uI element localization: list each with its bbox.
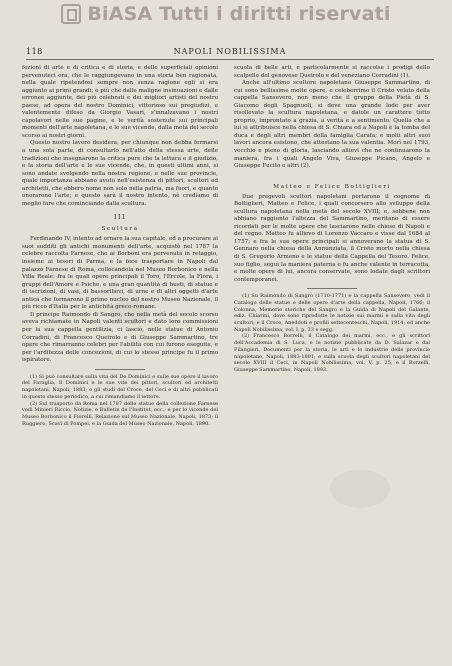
footnote: (2) Francesco Borrelli, il Catalogo dei marmi, ecc., e gli scrittori dell'Accademia di S. Luca, e le notizie pubblicate da D. Salazar e dal Filangieri, Documenti per la storia, le arti e le industrie delle provincie napoletane, Napoli, 1883-1891; e sulla scuola degli scultori napoletani del secolo XVIII il Ceci, in Napoli Nobilissima, vol. V, p. 25, e il Borzelli, Giuseppe Sammartino, Napoli, 1893. [234,333,430,373]
paragraph: fezioni di arte e di critica e di storia, e delle superficiali opinioni pervenuteci ora, che le raggiungevano in una storia ben ragionata, nella quale ripetendosi sempre non senza ragione egli si era aggiunto ai primi grandi; e più che dalle maligne insinuazioni e dalle erronee aggiunte, dei più celebrati e dei migliori artisti del nostro paese, ad opera del nostro Dominici, vittorioso sui pregiudizi, e valentemente difeso da Giorgio Vasari, s'innalzavano i nostri capolavori nelle sue pagine, e le verità sostenute sui principali momenti dell'arte napoletana, e le sue vicende, dalla metà del secolo scorso ai nostri giorni. [22,65,218,139]
header-rule [26,59,434,60]
footnote-separator [307,288,357,289]
footnote: (2) Sul trasporto da Roma nel 1787 delle statue della collezione Farnese vedi Minieri Riccio, Notizie, e Bulletin de l'Institut, ecc.; e per le vicende del Museo Borbonico il Fiorelli, Relazione sul Museo Nazionale, Napoli, 1873; il Ruggiero, Scavi di Pompei, e la Guida del Museo Nazionale, Napoli, 1890. [22,400,218,427]
section-title: Scultura [101,226,139,233]
right-column [234,65,430,645]
watermark-text: BiASA Tutti i diritti riservati [87,3,391,25]
paragraph: Questo nostro lavoro desidera, per chiunque non debba fermarsi a una sola parte, di consultarlo nell'atto della stessa arte, delle tradizioni che insegnarono la critica pure che la lettura e il giudizio, e la storia dell'arte e le sue vicende, che, in questi ultimi anni, si sono andate svolgendo nella nostra regione, e nelle sue provincie, quale importanza abbiano avuto nell'esistenza di pittori, scultori ed architetti, che ebbero nome non solo nella patria, ma fuori, e quanto onorarono l'arte; e questo sarà il nostro intento, nè crediamo di meglio fare che cominciando dalla scultura. [22,140,218,207]
page-number: 118 [26,47,43,56]
paragraph: Il principe Raimondo di Sangro, che nella metà del secolo scorso aveva richiamato in Napoli valenti scultori e dato loro commissioni per la sua cappella gentilizia, ci lasciò, nelle statue di Antonio Corradini, di Francesco Queirolo e di Giuseppe Sammartino, tre opere che rimarranno celebri per l'abilità con cui furono eseguite, e per l'arditezza delle concezioni, di cui lo stesso principe fu il primo ispiratore. [22,311,218,364]
footnote-separator [95,369,145,370]
paragraph: Ferdinando IV, intento ad ornare la sua capitale, ed a procurare ai suoi sudditi gli antichi monumenti dell'arte, acquistò nel 1787 la celebre raccolta Farnese, che ai Borboni era pervenuta in retaggio, insieme ai tesori di Parma, e la fece trasportare in Napoli dal palazzo Farnese di Roma, collocandola nel Museo Borbonico e nella Villa Reale: fra le quali opere principali il Toro, l'Ercole, la Flora, i gruppi dell'Amore e Psiche, e una gran quantità di busti, di statue e di iscrizioni, di vasi, di bassorilievi, di urne e di altri oggetti d'arte antica che formarono il primo nucleo del nostro Museo Nazionale, il più ricco d'Italia per le antichità greco-romane. [22,236,218,311]
paragraph: Due pregevoli scultori napoletani portarono il cognome di Bottiglieri, Matteo e Felice, i quali concorsero allo sviluppo della scultura napoletana nella metà del secolo XVIII; e, sebbene non abbiano raggiunto l'altezza del Sammartino, meritano di essere ricordati per le molte opere che lasciarono nelle chiese di Napoli e del regno. Matteo fu allievo di Lorenzo Vaccaro e visse dal 1684 al 1757; e fra le sue opere principali si annoverano la statua di S. Gennaro nella chiesa della Annunziata, il Cristo morto nella chiesa di S. Gregorio Armeno e le statue della Cappella del Tesoro. Felice, suo figlio, seguì la maniera paterna e fu anche valente in terracotta, e molte opere di lui, ancora conservate, sono lodate dagli scrittori contemporanei. [234,193,430,283]
paragraph: Anche all'ultimo scultore napoletano Giuseppe Sammartino, di cui sono bellissime molte opere, e celeberrimo il Cristo velato della cappella Sansevero, non meno che il gruppo della Pietà di S. Giacomo degli Spagnuoli, si deve una grande lode per aver risollevato la scultura napoletana, e datole un carattere tutto proprio, improntato a grazia, a verità e a sentimento. Quella che a lui si attribuisce nella chiesa di S. Chiara ed a Napoli è la tomba del duca e degli altri membri della famiglia Carafa; e molti altri suoi lavori ancora esistono, che attestano la sua valentia. Morì nel 1793, vecchio e pieno di gloria, lasciando allievi che ne continuarono la maniera, fra i quali Angelo Viva, Giuseppe Picano, Angelo e Giuseppe Fucito e altri (2). [234,80,430,170]
paragraph: scuola di belle arti, e particolarmente si raccolse i prodigi dello scalpello del genovese Queirolo e del veneziano Corradini (1). [234,65,430,79]
footnote: (1) Su Raimondo di Sangro (1710-1771) e la cappella Sansevero, vedi il Catalogo delle statue e delle opere d'arte della cappella, Napoli, 1766; il Colonna, Memorie storiche del Sangro e la Guida di Napoli del Galante, ediz. Chiarini, dove sono riprodotte le notizie sui marmi e sulla vita degli scultori; e il Croce, Aneddoti e profili settecenteschi, Napoli, 1914; ed anche Napoli Nobilissima, vol. I, p. 33 e segg. [234,293,430,333]
left-column [22,65,218,645]
section-number: III [113,213,127,222]
footnote: (1) Si può consultare sulla vita del De Dominici e sulle sue opere il lavoro del Faraglia, Il Dominici e le sue vite dei pittori, scultori ed architetti napoletani, Napoli, 1883; e gli studi del Croce, del Ceci e di altri pubblicati in questo stesso periodico, a cui rimandiamo il lettore. [22,373,218,400]
section-subheading: Matteo e Felice Bottiglieri [273,183,391,190]
running-header [26,47,434,59]
journal-title: NAPOLI NOBILISSIMA [173,47,287,56]
